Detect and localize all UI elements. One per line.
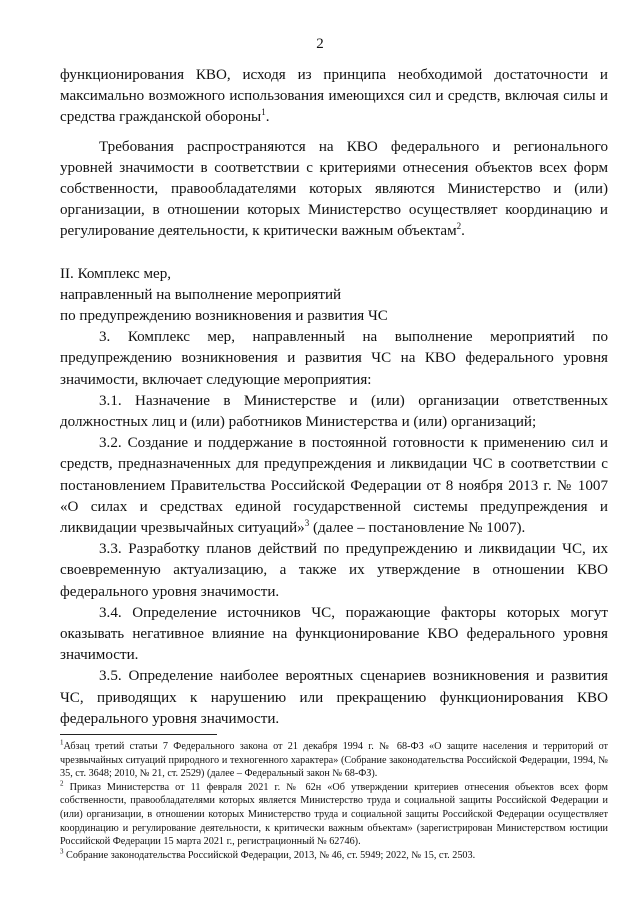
paragraph-requirements: Требования распространяются на КВО федерального и регионального уровней значимости в соответствии с критериями отнесения объектов всех форм собственности, правообладателями которых являются Министерство и (или) организации, в отношении которых Министерство осуществляет координацию и регулирование деятельности, к критически важным объектам$^2$.	[60, 138, 608, 240]
section-heading-line-1: II. Комплекс мер,	[60, 265, 172, 282]
paragraph-continuation: функционирования КВО, исходя из принципа необходимой достаточности и максимально возможного использования имеющихся сил и средств, включая силы и средства гражданской обороны$^1$.	[60, 67, 608, 126]
item-3-2: 3.2. Создание и поддержание в постоянной готовности к применению сил и средств, предназначенных для предупреждения и ликвидации ЧС в соответствии с постановлением Правительства Российской Федерации от 8 ноября 2013 г. № 1007 «О силах и средствах единой государственной системы предупреждения и ликвидации чрезвычайных ситуаций»$^3$ (далее – постановление № 1007).	[60, 435, 608, 537]
footnote-divider	[60, 734, 217, 735]
footnote-2: $^2$ Приказ Министерства от 11 февраля 2021 г. № 62н «Об утверждении критериев отнесения объектов всех форм собственности, правообладателями которых является Министерство труда и социальной защиты Российской Федерации и (или) организации, в отношении которых Министерство труда и социальной защиты Российской Федерации осуществляет координацию и регулирование деятельности, к критически важным объектам» (зарегистрирован Министерством юстиции Российской Федерации 15 марта 2021 г., регистрационный № 62746).	[60, 779, 608, 848]
footnotes	[60, 740, 608, 862]
item-3-4: 3.4. Определение источников ЧС, поражающие факторы которых могут оказывать негативное влияние на функционирование КВО федерального уровня значимости.	[60, 604, 608, 664]
item-3: 3. Комплекс мер, направленный на выполнение мероприятий по предупреждению возникновения и развития ЧС на КВО федерального уровня значимости, включает следующие мероприятия:	[60, 329, 608, 388]
page-number: 2	[316, 36, 324, 52]
section-heading-line-2: направленный на выполнение мероприятий	[60, 286, 342, 303]
footnote-ref-1: 1	[261, 107, 266, 118]
section-heading-line-3: по предупреждению возникновения и развития ЧС	[60, 308, 388, 325]
footnote-3: $^3$ Собрание законодательства Российской Федерации, 2013, № 46, ст. 5949; 2022, № 15, ст. 2503.	[60, 847, 476, 861]
footnote-1: $^1$Абзац третий статьи 7 Федерального закона от 21 декабря 1994 г. № 68-ФЗ «О защите населения и территорий от чрезвычайных ситуаций природного и техногенного характера» (Собрание законодательства Российской Федерации, 1994, № 35, ст. 3648; 2010, № 21, ст. 2529) (далее – Федеральный закон № 68-ФЗ).	[60, 738, 608, 780]
document-body	[60, 65, 608, 730]
item-3-3: 3.3. Разработку планов действий по предупреждению и ликвидации ЧС, их своевременную актуализацию, а также их утверждение в отношении КВО федерального уровня значимости.	[60, 541, 608, 600]
footnote-ref-3: 3	[304, 518, 310, 529]
item-3-1: 3.1. Назначение в Министерстве и (или) организации ответственных должностных лиц и (или) работников Министерства и (или) организаций;	[60, 392, 608, 431]
item-3-5: 3.5. Определение наиболее вероятных сценариев возникновения и развития ЧС, приводящих к нарушению или прекращению функционирования КВО федерального уровня значимости.	[60, 668, 608, 727]
footnote-ref-2: 2	[456, 221, 462, 232]
